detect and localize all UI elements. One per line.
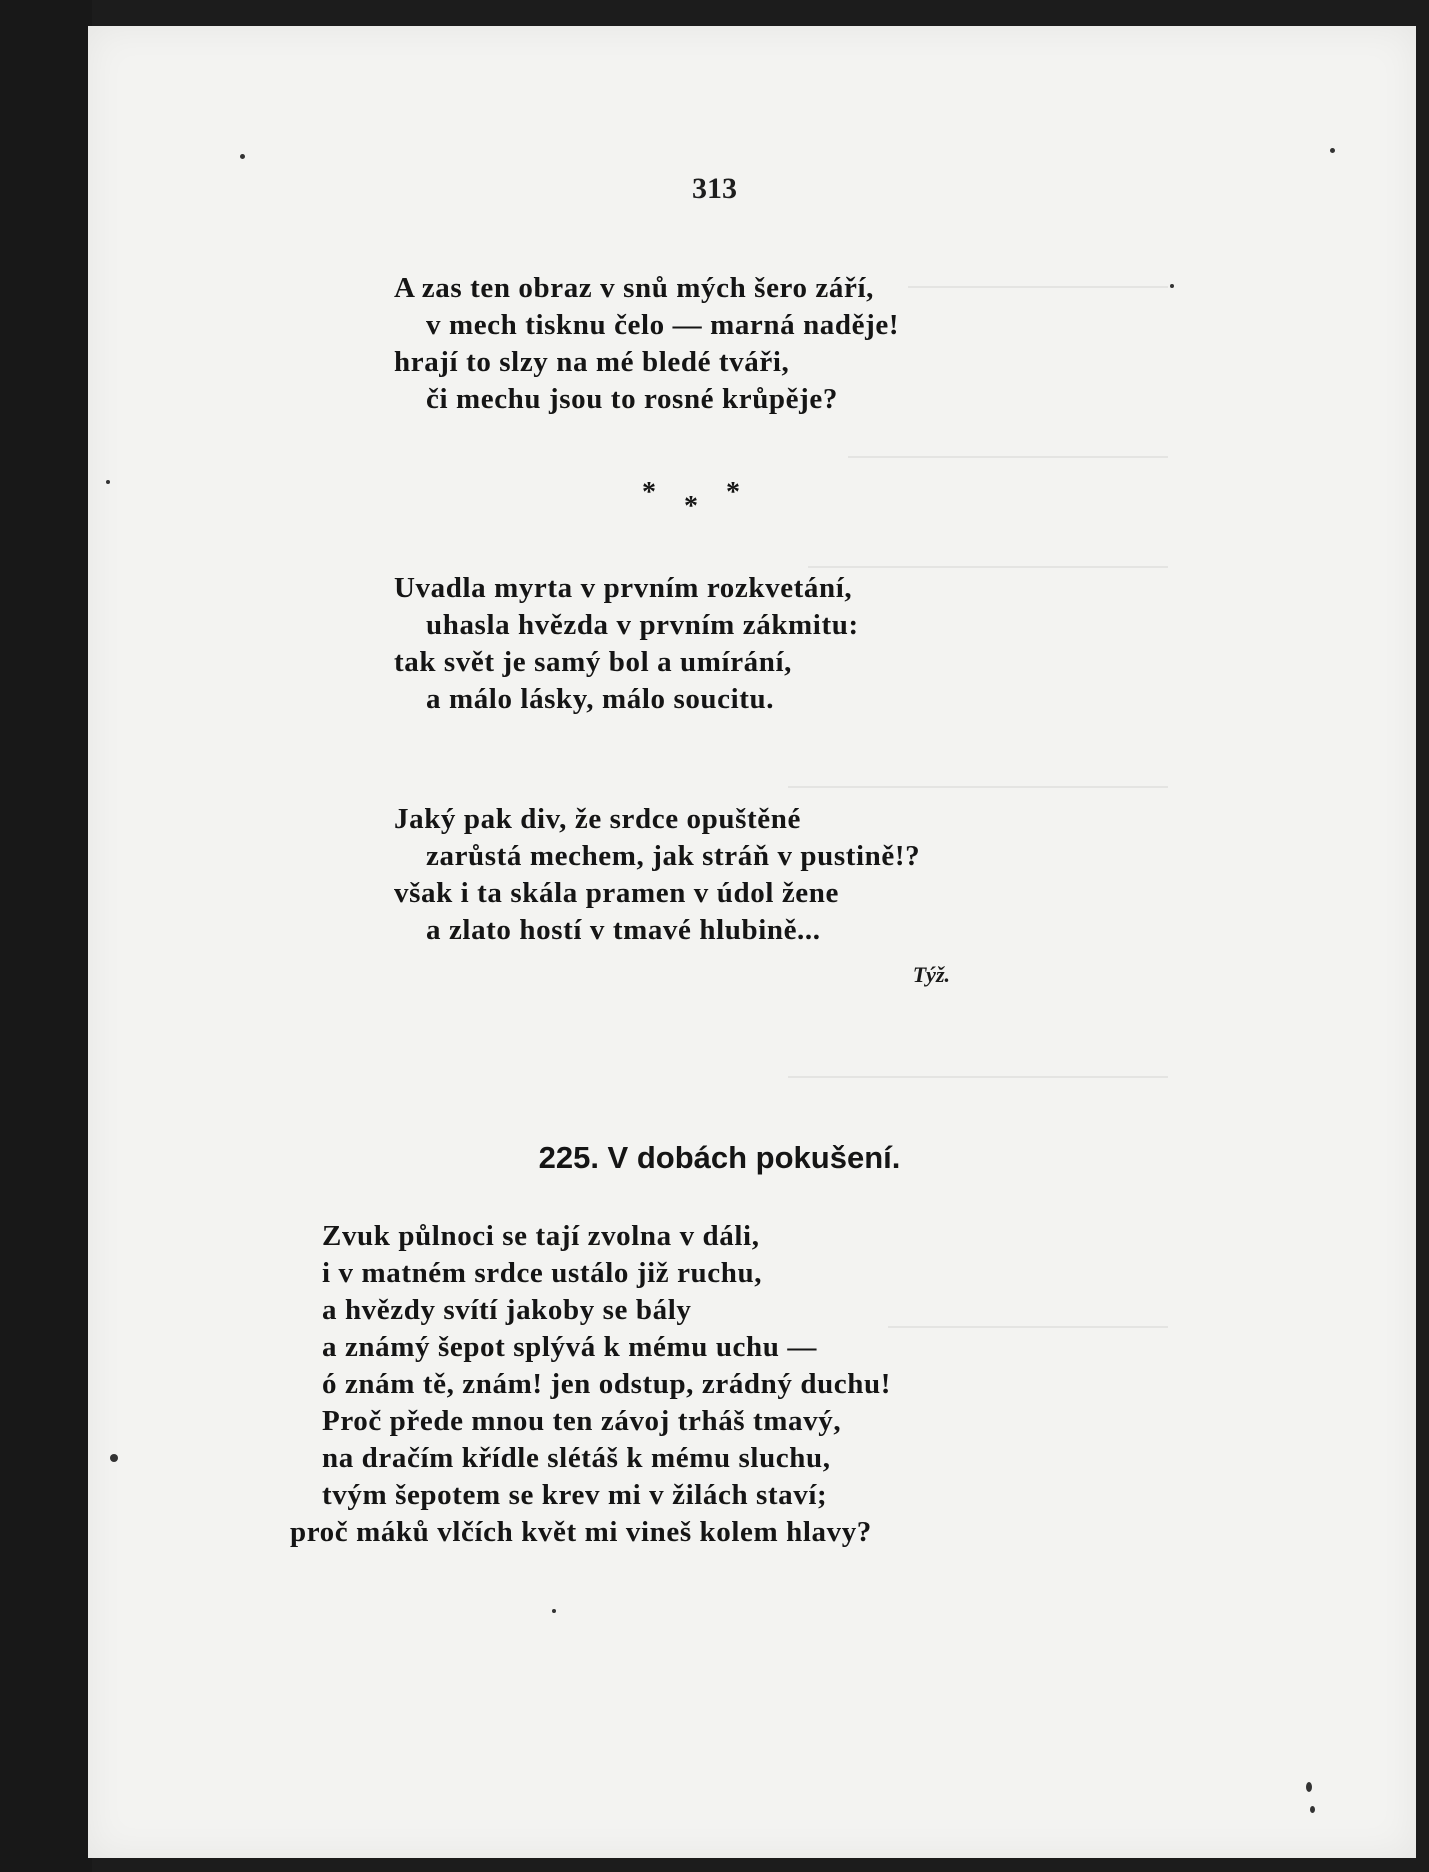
- bleed-through: [888, 1326, 1168, 1328]
- author-signature: Týž.: [912, 962, 950, 987]
- poem-line: tvým šepotem se krev mi v žilách staví;: [322, 1479, 828, 1511]
- poem-stanza: [394, 570, 859, 718]
- poem-line: v mech tisknu čelo — marná naděje!: [426, 309, 900, 341]
- poem-line: tak svět je samý bol a umírání,: [394, 646, 793, 678]
- poem-line: a hvězdy svítí jakoby se bály: [322, 1294, 692, 1326]
- dust-speck: [1170, 284, 1174, 288]
- dust-speck: [1330, 148, 1335, 153]
- poem-line: hrají to slzy na mé bledé tváři,: [394, 346, 790, 378]
- bleed-through: [908, 286, 1168, 288]
- bleed-through: [788, 786, 1168, 788]
- dust-speck: [106, 480, 110, 484]
- poem-line: uhasla hvězda v prvním zákmitu:: [426, 609, 859, 641]
- bleed-through: [848, 456, 1168, 458]
- poem-line: zarůstá mechem, jak stráň v pustině!?: [426, 840, 921, 872]
- poem-stanza: [394, 801, 920, 949]
- poem-line: a známý šepot splývá k mému uchu —: [322, 1331, 817, 1363]
- poem-stanza: [290, 1218, 891, 1551]
- poem-line: na dračím křídle slétáš k mému sluchu,: [322, 1442, 831, 1474]
- poem-line: Uvadla myrta v prvním rozkvetání,: [394, 572, 853, 604]
- poem-line: Jaký pak div, že srdce opuštěné: [394, 803, 801, 835]
- asterisk: *: [642, 477, 656, 508]
- poem-stanza: [394, 270, 899, 418]
- page-number: 313: [692, 172, 737, 205]
- poem-line: Proč přede mnou ten závoj trháš tmavý,: [322, 1405, 842, 1437]
- asterisk: *: [684, 491, 698, 522]
- poem-line: i v matném srdce ustálo již ruchu,: [322, 1257, 763, 1289]
- poem-line: Zvuk půlnoci se tají zvolna v dáli,: [322, 1220, 760, 1252]
- dust-speck: [110, 1454, 118, 1462]
- dust-speck: [1310, 1806, 1315, 1813]
- poem-line: A zas ten obraz v snů mých šero září,: [394, 272, 874, 304]
- poem-line: či mechu jsou to rosné krůpěje?: [426, 383, 838, 415]
- poem-line: a zlato hostí v tmavé hlubině...: [426, 914, 821, 946]
- asterisk: *: [726, 477, 740, 508]
- poem-line: však i ta skála pramen v údol žene: [394, 877, 839, 909]
- poem-line: proč máků vlčích květ mi vineš kolem hlavy?: [290, 1516, 872, 1548]
- scan-border: [0, 0, 92, 1872]
- bleed-through: [808, 566, 1168, 568]
- dust-speck: [1306, 1782, 1312, 1792]
- poem-title: 225. V dobách pokušení.: [538, 1140, 901, 1175]
- section-separator: [636, 477, 756, 522]
- poem-line: ó znám tě, znám! jen odstup, zrádný duchu!: [322, 1368, 891, 1400]
- bleed-through: [788, 1076, 1168, 1078]
- dust-speck: [552, 1609, 556, 1613]
- dust-speck: [240, 154, 245, 159]
- poem-line: a málo lásky, málo soucitu.: [426, 683, 775, 715]
